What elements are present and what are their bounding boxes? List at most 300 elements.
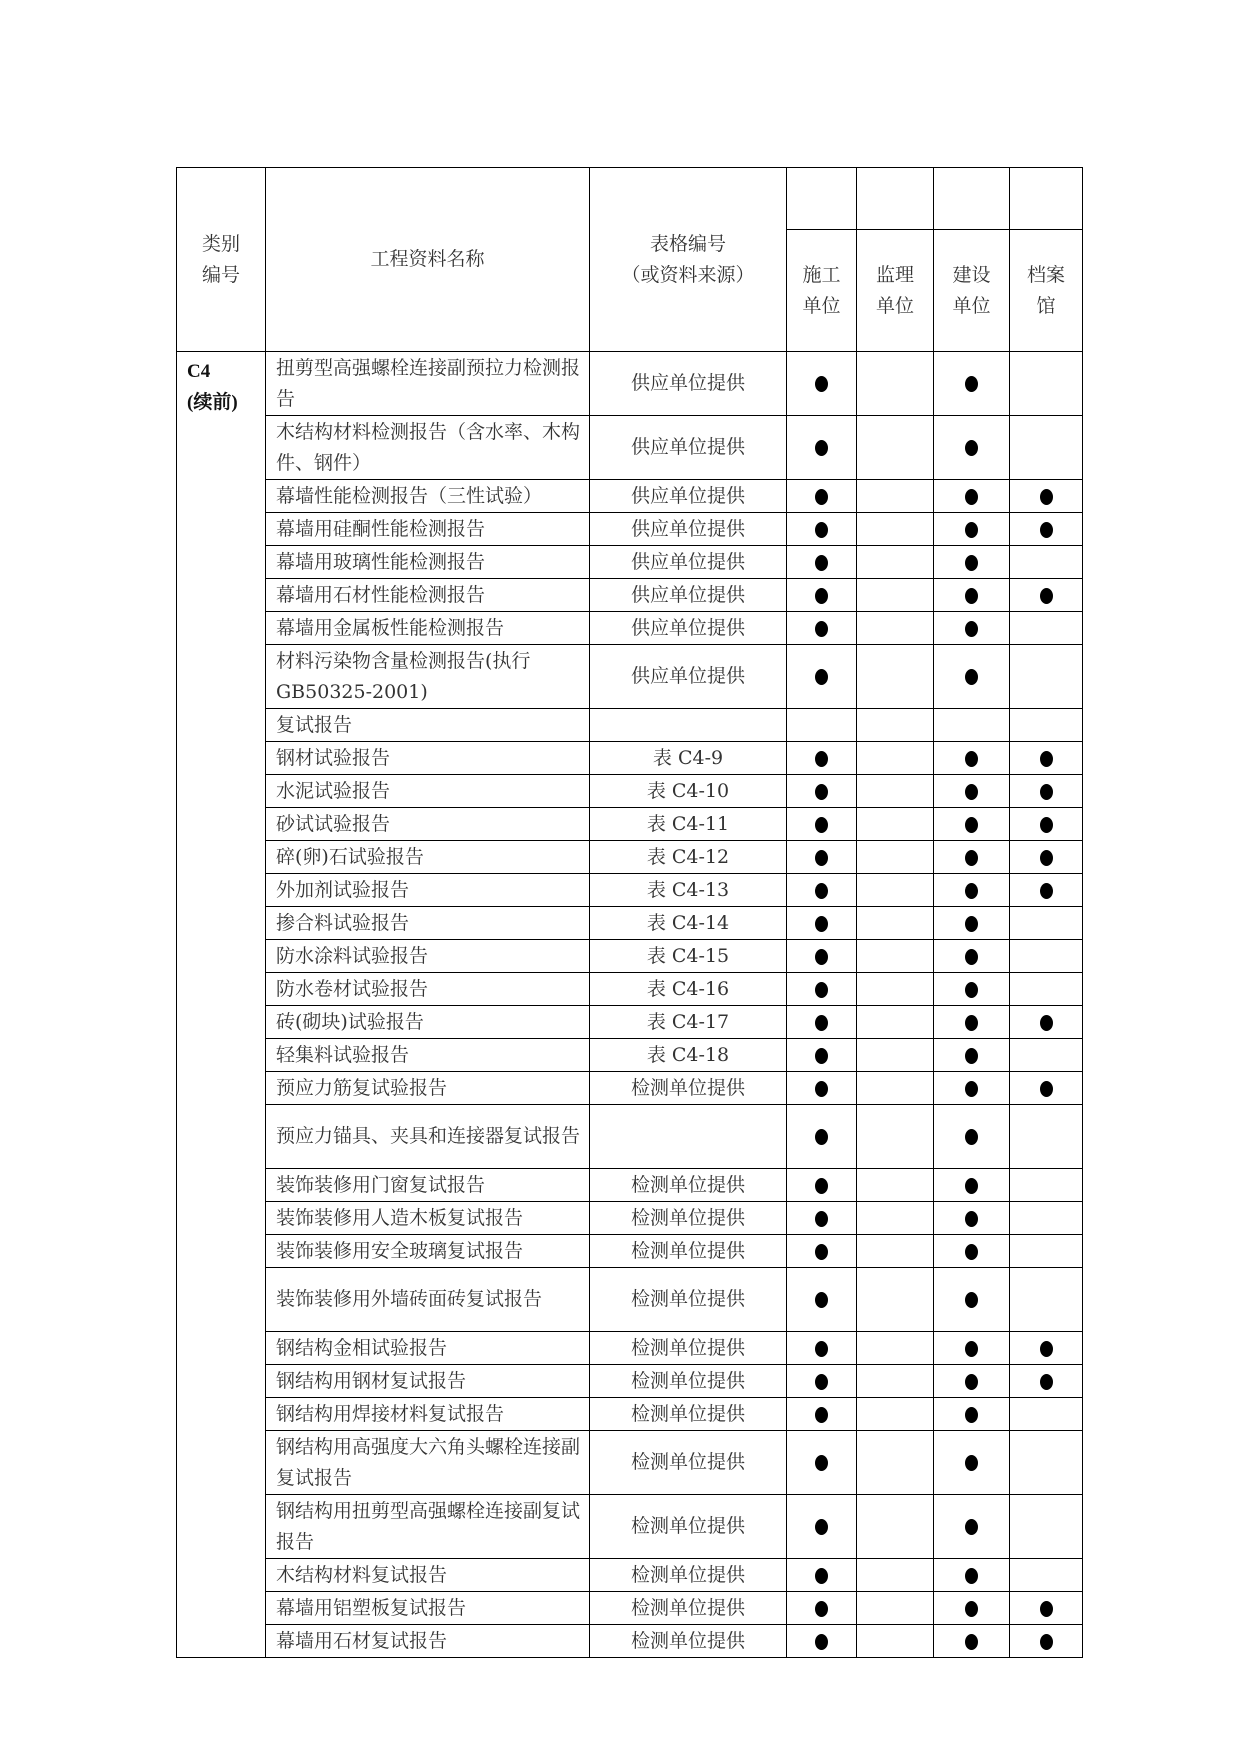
mark-cell-1 xyxy=(857,1235,934,1268)
form-source: 供应单位提供 xyxy=(590,352,787,416)
document-name: 装饰装修用门窗复试报告 xyxy=(266,1169,590,1202)
filled-dot-icon xyxy=(965,850,978,866)
filled-dot-icon xyxy=(815,1081,828,1097)
header-unit-line2: 单位 xyxy=(802,294,841,317)
table-row xyxy=(177,1105,1083,1169)
filled-dot-icon xyxy=(965,1374,978,1390)
filled-dot-icon xyxy=(815,883,828,899)
mark-cell-3 xyxy=(1010,775,1083,808)
table-row xyxy=(177,513,1083,546)
mark-cell-0 xyxy=(787,645,857,709)
form-source: 供应单位提供 xyxy=(590,546,787,579)
mark-cell-2 xyxy=(934,742,1010,775)
mark-cell-1 xyxy=(857,1105,934,1169)
mark-cell-2 xyxy=(934,645,1010,709)
mark-cell-2 xyxy=(934,940,1010,973)
mark-cell-1 xyxy=(857,973,934,1006)
document-name: 预应力筋复试验报告 xyxy=(266,1072,590,1105)
document-name: 钢材试验报告 xyxy=(266,742,590,775)
filled-dot-icon xyxy=(815,949,828,965)
table-row xyxy=(177,874,1083,907)
table-row xyxy=(177,1202,1083,1235)
filled-dot-icon xyxy=(815,376,828,392)
header-form-line2: （或资料来源） xyxy=(621,263,755,286)
mark-cell-2 xyxy=(934,352,1010,416)
mark-cell-2 xyxy=(934,808,1010,841)
filled-dot-icon xyxy=(815,555,828,571)
header-name: 工程资料名称 xyxy=(266,168,590,352)
filled-dot-icon xyxy=(965,376,978,392)
mark-cell-0 xyxy=(787,1268,857,1332)
filled-dot-icon xyxy=(965,621,978,637)
mark-cell-3 xyxy=(1010,940,1083,973)
mark-cell-1 xyxy=(857,612,934,645)
mark-cell-1 xyxy=(857,1072,934,1105)
mark-cell-0 xyxy=(787,841,857,874)
document-name: 装饰装修用人造木板复试报告 xyxy=(266,1202,590,1235)
form-source: 供应单位提供 xyxy=(590,612,787,645)
filled-dot-icon xyxy=(965,1601,978,1617)
form-source: 检测单位提供 xyxy=(590,1332,787,1365)
table-row xyxy=(177,1592,1083,1625)
filled-dot-icon xyxy=(815,1634,828,1650)
document-name: 幕墙用玻璃性能检测报告 xyxy=(266,546,590,579)
mark-cell-1 xyxy=(857,546,934,579)
filled-dot-icon xyxy=(815,751,828,767)
mark-cell-0 xyxy=(787,1559,857,1592)
mark-cell-2 xyxy=(934,874,1010,907)
mark-cell-2 xyxy=(934,1398,1010,1431)
mark-cell-3 xyxy=(1010,1268,1083,1332)
document-name: 水泥试验报告 xyxy=(266,775,590,808)
mark-cell-3 xyxy=(1010,1006,1083,1039)
mark-cell-3 xyxy=(1010,973,1083,1006)
mark-cell-3 xyxy=(1010,1202,1083,1235)
mark-cell-2 xyxy=(934,1169,1010,1202)
form-source: 表 C4-14 xyxy=(590,907,787,940)
mark-cell-3 xyxy=(1010,907,1083,940)
header-category xyxy=(177,168,266,352)
filled-dot-icon xyxy=(815,1601,828,1617)
document-name: 复试报告 xyxy=(266,709,590,742)
filled-dot-icon xyxy=(815,588,828,604)
mark-cell-2 xyxy=(934,1365,1010,1398)
mark-cell-3 xyxy=(1010,1105,1083,1169)
form-source: 表 C4-15 xyxy=(590,940,787,973)
mark-cell-1 xyxy=(857,1592,934,1625)
mark-cell-3 xyxy=(1010,1039,1083,1072)
filled-dot-icon xyxy=(815,1178,828,1194)
filled-dot-icon xyxy=(1040,850,1053,866)
filled-dot-icon xyxy=(815,784,828,800)
mark-cell-1 xyxy=(857,579,934,612)
mark-cell-0 xyxy=(787,1006,857,1039)
header-unit-line1: 监理 xyxy=(875,263,914,286)
mark-cell-2 xyxy=(934,1235,1010,1268)
mark-cell-2 xyxy=(934,973,1010,1006)
table-row xyxy=(177,352,1083,416)
mark-cell-0 xyxy=(787,1202,857,1235)
mark-cell-3 xyxy=(1010,352,1083,416)
mark-cell-1 xyxy=(857,1169,934,1202)
filled-dot-icon xyxy=(1040,1601,1053,1617)
filled-dot-icon xyxy=(965,1341,978,1357)
filled-dot-icon xyxy=(965,751,978,767)
mark-cell-0 xyxy=(787,1105,857,1169)
filled-dot-icon xyxy=(1040,1015,1053,1031)
mark-cell-2 xyxy=(934,1105,1010,1169)
table-row xyxy=(177,1495,1083,1559)
category-code-line2: (续前) xyxy=(187,392,238,413)
mark-cell-0 xyxy=(787,1431,857,1495)
mark-cell-3 xyxy=(1010,1495,1083,1559)
table-row xyxy=(177,1169,1083,1202)
filled-dot-icon xyxy=(815,621,828,637)
form-source: 供应单位提供 xyxy=(590,480,787,513)
filled-dot-icon xyxy=(965,784,978,800)
filled-dot-icon xyxy=(965,1292,978,1308)
document-name: 碎(卵)石试验报告 xyxy=(266,841,590,874)
filled-dot-icon xyxy=(815,1292,828,1308)
filled-dot-icon xyxy=(965,1129,978,1145)
mark-cell-0 xyxy=(787,1072,857,1105)
filled-dot-icon xyxy=(1040,489,1053,505)
filled-dot-icon xyxy=(1040,1081,1053,1097)
form-source: 检测单位提供 xyxy=(590,1398,787,1431)
form-source: 供应单位提供 xyxy=(590,645,787,709)
mark-cell-3 xyxy=(1010,874,1083,907)
filled-dot-icon xyxy=(965,817,978,833)
filled-dot-icon xyxy=(965,1519,978,1535)
document-name: 砂试试验报告 xyxy=(266,808,590,841)
document-name: 幕墙用铝塑板复试报告 xyxy=(266,1592,590,1625)
mark-cell-3 xyxy=(1010,480,1083,513)
mark-cell-0 xyxy=(787,1625,857,1658)
table-row xyxy=(177,1268,1083,1332)
mark-cell-3 xyxy=(1010,645,1083,709)
form-source: 表 C4-16 xyxy=(590,973,787,1006)
header-unit-line2: 馆 xyxy=(1036,294,1056,317)
form-source xyxy=(590,1105,787,1169)
mark-cell-0 xyxy=(787,1235,857,1268)
form-source xyxy=(590,709,787,742)
document-name: 钢结构金相试验报告 xyxy=(266,1332,590,1365)
document-name: 预应力锚具、夹具和连接器复试报告 xyxy=(266,1105,590,1169)
mark-cell-1 xyxy=(857,416,934,480)
filled-dot-icon xyxy=(1040,1341,1053,1357)
filled-dot-icon xyxy=(815,1129,828,1145)
form-source: 供应单位提供 xyxy=(590,416,787,480)
form-source: 检测单位提供 xyxy=(590,1268,787,1332)
document-name: 防水涂料试验报告 xyxy=(266,940,590,973)
form-source: 表 C4-10 xyxy=(590,775,787,808)
form-source: 表 C4-12 xyxy=(590,841,787,874)
mark-cell-3 xyxy=(1010,416,1083,480)
document-name: 扭剪型高强螺栓连接副预拉力检测报告 xyxy=(266,352,590,416)
table-row xyxy=(177,612,1083,645)
filled-dot-icon xyxy=(1040,751,1053,767)
table-row xyxy=(177,1006,1083,1039)
mark-cell-0 xyxy=(787,874,857,907)
mark-cell-1 xyxy=(857,645,934,709)
mark-cell-2 xyxy=(934,579,1010,612)
mark-cell-2 xyxy=(934,546,1010,579)
form-source: 检测单位提供 xyxy=(590,1559,787,1592)
filled-dot-icon xyxy=(815,669,828,685)
mark-cell-1 xyxy=(857,1202,934,1235)
filled-dot-icon xyxy=(965,489,978,505)
table-row xyxy=(177,1398,1083,1431)
mark-cell-2 xyxy=(934,709,1010,742)
form-source: 表 C4-13 xyxy=(590,874,787,907)
mark-cell-2 xyxy=(934,1559,1010,1592)
mark-cell-1 xyxy=(857,513,934,546)
filled-dot-icon xyxy=(965,982,978,998)
mark-cell-1 xyxy=(857,1006,934,1039)
mark-cell-3 xyxy=(1010,612,1083,645)
header-unit-line1: 档案 xyxy=(1026,263,1065,286)
mark-cell-2 xyxy=(934,612,1010,645)
mark-cell-0 xyxy=(787,808,857,841)
document-name: 幕墙用硅酮性能检测报告 xyxy=(266,513,590,546)
document-name: 木结构材料复试报告 xyxy=(266,1559,590,1592)
form-source: 检测单位提供 xyxy=(590,1235,787,1268)
mark-cell-3 xyxy=(1010,546,1083,579)
table-row xyxy=(177,579,1083,612)
filled-dot-icon xyxy=(965,949,978,965)
mark-cell-1 xyxy=(857,1559,934,1592)
document-name: 幕墙用石材性能检测报告 xyxy=(266,579,590,612)
mark-cell-3 xyxy=(1010,1332,1083,1365)
mark-cell-3 xyxy=(1010,808,1083,841)
table-row xyxy=(177,1625,1083,1658)
form-source: 检测单位提供 xyxy=(590,1169,787,1202)
document-name: 幕墙用金属板性能检测报告 xyxy=(266,612,590,645)
mark-cell-0 xyxy=(787,1365,857,1398)
form-source: 检测单位提供 xyxy=(590,1202,787,1235)
form-source: 检测单位提供 xyxy=(590,1495,787,1559)
form-source: 检测单位提供 xyxy=(590,1072,787,1105)
filled-dot-icon xyxy=(815,916,828,932)
mark-cell-0 xyxy=(787,416,857,480)
document-name: 木结构材料检测报告（含水率、木构件、钢件） xyxy=(266,416,590,480)
mark-cell-2 xyxy=(934,513,1010,546)
mark-cell-0 xyxy=(787,907,857,940)
mark-cell-3 xyxy=(1010,1625,1083,1658)
form-source: 表 C4-11 xyxy=(590,808,787,841)
filled-dot-icon xyxy=(815,1455,828,1471)
document-name: 幕墙性能检测报告（三性试验） xyxy=(266,480,590,513)
header-blank xyxy=(1010,168,1083,230)
table-row xyxy=(177,416,1083,480)
filled-dot-icon xyxy=(815,1048,828,1064)
mark-cell-3 xyxy=(1010,742,1083,775)
mark-cell-3 xyxy=(1010,841,1083,874)
mark-cell-1 xyxy=(857,1039,934,1072)
filled-dot-icon xyxy=(1040,522,1053,538)
mark-cell-2 xyxy=(934,1039,1010,1072)
filled-dot-icon xyxy=(815,1374,828,1390)
mark-cell-2 xyxy=(934,1268,1010,1332)
table-row xyxy=(177,1072,1083,1105)
filled-dot-icon xyxy=(815,489,828,505)
mark-cell-0 xyxy=(787,480,857,513)
mark-cell-1 xyxy=(857,1398,934,1431)
filled-dot-icon xyxy=(965,1244,978,1260)
filled-dot-icon xyxy=(965,883,978,899)
mark-cell-2 xyxy=(934,416,1010,480)
header-unit-line1: 施工 xyxy=(802,263,841,286)
header-unit-1 xyxy=(857,230,934,352)
form-source: 表 C4-18 xyxy=(590,1039,787,1072)
mark-cell-1 xyxy=(857,480,934,513)
mark-cell-0 xyxy=(787,940,857,973)
mark-cell-3 xyxy=(1010,1398,1083,1431)
form-source: 表 C4-9 xyxy=(590,742,787,775)
table-row xyxy=(177,742,1083,775)
mark-cell-0 xyxy=(787,1398,857,1431)
table-row xyxy=(177,940,1083,973)
filled-dot-icon xyxy=(815,817,828,833)
table-row xyxy=(177,808,1083,841)
mark-cell-2 xyxy=(934,1592,1010,1625)
filled-dot-icon xyxy=(965,440,978,456)
mark-cell-0 xyxy=(787,1592,857,1625)
mark-cell-0 xyxy=(787,352,857,416)
mark-cell-1 xyxy=(857,907,934,940)
mark-cell-3 xyxy=(1010,1559,1083,1592)
table-row xyxy=(177,645,1083,709)
filled-dot-icon xyxy=(815,522,828,538)
mark-cell-1 xyxy=(857,1365,934,1398)
mark-cell-0 xyxy=(787,709,857,742)
mark-cell-0 xyxy=(787,742,857,775)
mark-cell-1 xyxy=(857,352,934,416)
mark-cell-2 xyxy=(934,1625,1010,1658)
header-unit-0 xyxy=(787,230,857,352)
mark-cell-1 xyxy=(857,1332,934,1365)
mark-cell-0 xyxy=(787,1332,857,1365)
header-form xyxy=(590,168,787,352)
mark-cell-3 xyxy=(1010,513,1083,546)
filled-dot-icon xyxy=(965,669,978,685)
mark-cell-0 xyxy=(787,775,857,808)
mark-cell-1 xyxy=(857,742,934,775)
form-source: 表 C4-17 xyxy=(590,1006,787,1039)
filled-dot-icon xyxy=(1040,588,1053,604)
document-name: 砖(砌块)试验报告 xyxy=(266,1006,590,1039)
mark-cell-3 xyxy=(1010,1072,1083,1105)
mark-cell-1 xyxy=(857,709,934,742)
filled-dot-icon xyxy=(965,1178,978,1194)
table-row xyxy=(177,1431,1083,1495)
header-category-line1: 类别 xyxy=(201,232,240,255)
mark-cell-2 xyxy=(934,1332,1010,1365)
filled-dot-icon xyxy=(1040,817,1053,833)
document-name: 幕墙用石材复试报告 xyxy=(266,1625,590,1658)
filled-dot-icon xyxy=(965,1081,978,1097)
filled-dot-icon xyxy=(815,1015,828,1031)
mark-cell-1 xyxy=(857,775,934,808)
document-name: 防水卷材试验报告 xyxy=(266,973,590,1006)
filled-dot-icon xyxy=(1040,883,1053,899)
category-code-line1: C4 xyxy=(187,361,211,382)
header-form-line1: 表格编号 xyxy=(649,232,726,255)
mark-cell-1 xyxy=(857,1431,934,1495)
header-unit-line2: 单位 xyxy=(875,294,914,317)
table-row xyxy=(177,973,1083,1006)
mark-cell-3 xyxy=(1010,579,1083,612)
document-name: 材料污染物含量检测报告(执行GB50325-2001) xyxy=(266,645,590,709)
filled-dot-icon xyxy=(1040,1634,1053,1650)
mark-cell-2 xyxy=(934,775,1010,808)
mark-cell-1 xyxy=(857,1495,934,1559)
mark-cell-3 xyxy=(1010,1431,1083,1495)
header-blank xyxy=(934,168,1010,230)
mark-cell-0 xyxy=(787,1169,857,1202)
filled-dot-icon xyxy=(815,982,828,998)
table-row xyxy=(177,1332,1083,1365)
mark-cell-3 xyxy=(1010,709,1083,742)
document-name: 钢结构用扭剪型高强螺栓连接副复试报告 xyxy=(266,1495,590,1559)
form-source: 供应单位提供 xyxy=(590,513,787,546)
table-row xyxy=(177,775,1083,808)
header-unit-line2: 单位 xyxy=(952,294,991,317)
mark-cell-2 xyxy=(934,841,1010,874)
mark-cell-0 xyxy=(787,1495,857,1559)
mark-cell-2 xyxy=(934,1072,1010,1105)
header-unit-2 xyxy=(934,230,1010,352)
filled-dot-icon xyxy=(815,1519,828,1535)
mark-cell-1 xyxy=(857,1268,934,1332)
filled-dot-icon xyxy=(815,1407,828,1423)
document-name: 装饰装修用外墙砖面砖复试报告 xyxy=(266,1268,590,1332)
filled-dot-icon xyxy=(965,1211,978,1227)
filled-dot-icon xyxy=(965,1634,978,1650)
document-name: 钢结构用高强度大六角头螺栓连接副复试报告 xyxy=(266,1431,590,1495)
form-source: 供应单位提供 xyxy=(590,579,787,612)
table-row xyxy=(177,1365,1083,1398)
table-row xyxy=(177,1559,1083,1592)
filled-dot-icon xyxy=(815,850,828,866)
filled-dot-icon xyxy=(965,1455,978,1471)
table-row xyxy=(177,480,1083,513)
mark-cell-1 xyxy=(857,940,934,973)
mark-cell-2 xyxy=(934,907,1010,940)
filled-dot-icon xyxy=(965,1407,978,1423)
header-blank xyxy=(787,168,857,230)
mark-cell-3 xyxy=(1010,1592,1083,1625)
document-name: 掺合料试验报告 xyxy=(266,907,590,940)
table-row xyxy=(177,546,1083,579)
mark-cell-1 xyxy=(857,841,934,874)
filled-dot-icon xyxy=(815,1568,828,1584)
form-source: 检测单位提供 xyxy=(590,1592,787,1625)
document-name: 装饰装修用安全玻璃复试报告 xyxy=(266,1235,590,1268)
filled-dot-icon xyxy=(1040,1374,1053,1390)
mark-cell-1 xyxy=(857,1625,934,1658)
form-source: 检测单位提供 xyxy=(590,1365,787,1398)
document-name: 轻集料试验报告 xyxy=(266,1039,590,1072)
archive-requirements-table xyxy=(176,167,1083,1658)
filled-dot-icon xyxy=(965,1568,978,1584)
filled-dot-icon xyxy=(815,1244,828,1260)
header-unit-line1: 建设 xyxy=(952,263,991,286)
mark-cell-0 xyxy=(787,973,857,1006)
filled-dot-icon xyxy=(965,522,978,538)
mark-cell-2 xyxy=(934,1202,1010,1235)
mark-cell-2 xyxy=(934,1006,1010,1039)
